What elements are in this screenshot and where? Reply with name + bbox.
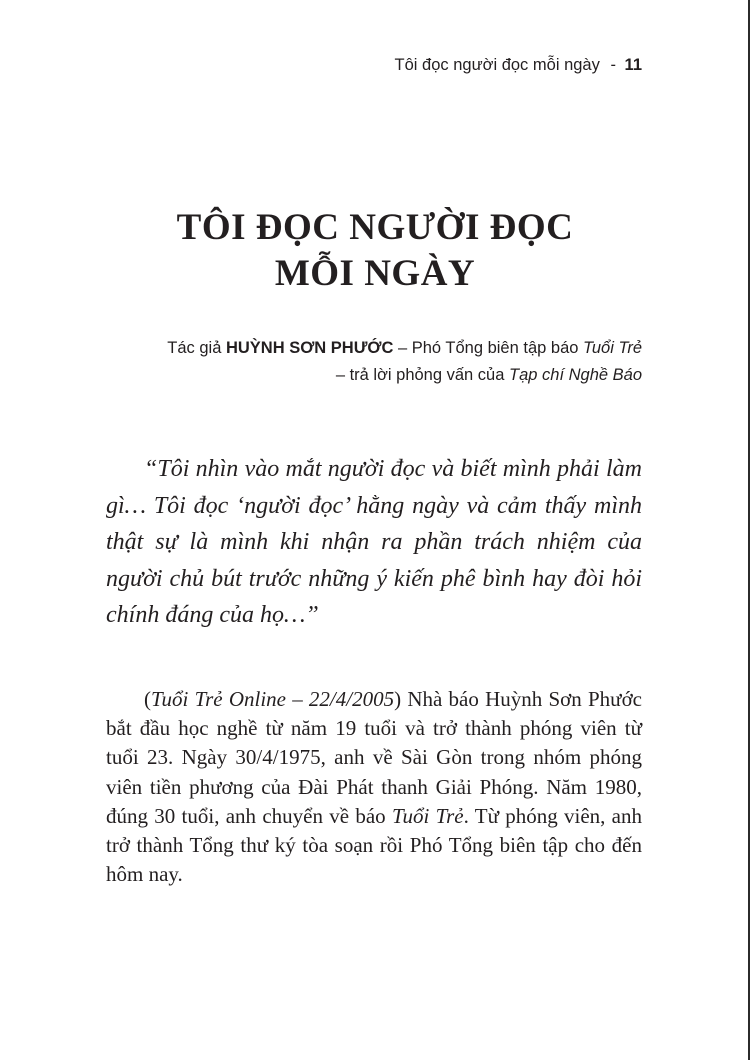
page-number: 11 — [624, 56, 642, 74]
running-title: Tôi đọc người đọc mỗi ngày — [394, 56, 600, 74]
chapter-title-line-2: MỖI NGÀY — [274, 253, 476, 294]
header-separator: - — [610, 56, 616, 74]
body-newspaper-name: Tuổi Trẻ — [391, 803, 464, 828]
author-credit — [82, 335, 642, 389]
credit-prefix: Tác giả — [167, 339, 226, 357]
newspaper-name: Tuổi Trẻ — [583, 339, 642, 357]
source-citation: Tuổi Trẻ Online – 22/4/2005 — [151, 687, 395, 711]
body-text-part-2: . Từ phóng viên, anh trở thành Tổng thư ký tòa soạn rồi Phó Tổng biên tập cho đến hôm nay. — [106, 803, 642, 887]
chapter-title — [0, 205, 750, 297]
open-paren: ( — [144, 687, 151, 711]
body-paragraph — [106, 685, 642, 889]
chapter-title-line-1: TÔI ĐỌC NGƯỜI ĐỌC — [176, 207, 574, 248]
credit-line-2-prefix: – trả lời phỏng vấn của — [335, 366, 509, 384]
close-paren: ) — [394, 687, 402, 711]
body-text-part-1: Nhà báo Huỳnh Sơn Phước bắt đầu học nghề từ năm 19 tuổi và trở thành phóng viên từ tuổi 23. Ngày 30/4/1975, anh về Sài Gòn trong nhóm phóng viên tiền phương của Đài Phát thanh Giải Phóng. Năm 1980, đúng 30 tuổi, anh chuyển về báo — [106, 687, 642, 828]
credit-line-1 — [82, 335, 642, 362]
magazine-name: Tạp chí Nghề Báo — [509, 366, 642, 384]
pull-quote: “Tôi nhìn vào mắt người đọc và biết mình phải làm gì… Tôi đọc ‘người đọc’ hằng ngày và cảm thấy mình thật sự là mình khi nhận ra phần trách nhiệm của người chủ bút trước những ý kiến phê bình hay đòi hỏi chính đáng của họ…” — [106, 456, 642, 628]
author-name: HUỲNH SƠN PHƯỚC — [225, 339, 394, 357]
credit-line-2 — [82, 362, 642, 389]
running-header — [395, 56, 642, 75]
author-role: – Phó Tổng biên tập báo — [393, 339, 584, 357]
